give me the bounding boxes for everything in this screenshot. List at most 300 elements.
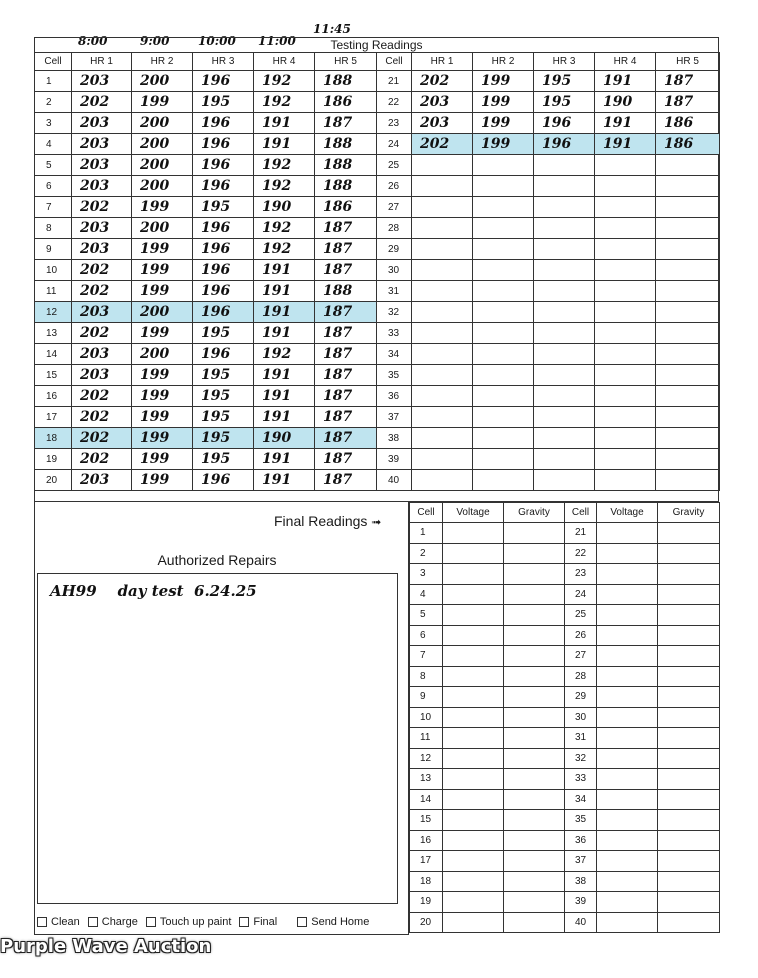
reading-value[interactable] [656,323,720,344]
reading-value[interactable]: 199 [132,92,193,113]
voltage-field[interactable] [443,789,504,810]
reading-value[interactable]: 191 [595,71,656,92]
gravity-field[interactable] [658,912,720,933]
checkbox-option[interactable] [88,916,138,928]
gravity-field[interactable] [504,666,565,687]
reading-value[interactable] [473,407,534,428]
reading-value[interactable]: 200 [132,155,193,176]
reading-value[interactable]: 199 [132,197,193,218]
reading-value[interactable] [656,386,720,407]
reading-value[interactable] [595,323,656,344]
reading-value[interactable]: 195 [193,92,254,113]
reading-value[interactable]: 191 [595,113,656,134]
reading-value[interactable] [595,281,656,302]
gravity-field[interactable] [504,564,565,585]
cell-number: 40 [377,470,412,491]
reading-value[interactable]: 187 [315,365,377,386]
reading-value[interactable] [412,386,473,407]
reading-value[interactable]: 187 [315,218,377,239]
voltage-field[interactable] [443,625,504,646]
reading-value[interactable] [656,470,720,491]
reading-value[interactable] [473,386,534,407]
reading-value[interactable]: 191 [254,260,315,281]
reading-value[interactable]: 190 [254,428,315,449]
voltage-field[interactable] [443,687,504,708]
reading-value[interactable]: 203 [412,92,473,113]
reading-value[interactable]: 195 [534,92,595,113]
gravity-field[interactable] [504,625,565,646]
reading-value[interactable]: 186 [656,113,720,134]
reading-value[interactable]: 200 [132,344,193,365]
gravity-field[interactable] [504,605,565,626]
reading-value[interactable]: 199 [132,470,193,491]
reading-value[interactable]: 203 [412,113,473,134]
reading-value[interactable] [534,365,595,386]
reading-value[interactable]: 196 [193,344,254,365]
reading-value[interactable]: 200 [132,134,193,155]
reading-value[interactable]: 196 [193,176,254,197]
reading-value[interactable]: 196 [193,260,254,281]
checkbox-option[interactable] [239,916,277,928]
reading-value[interactable] [595,365,656,386]
reading-value[interactable]: 187 [315,323,377,344]
voltage-field[interactable] [597,810,658,831]
reading-value[interactable] [656,281,720,302]
reading-value[interactable] [534,155,595,176]
reading-value[interactable]: 202 [72,449,132,470]
reading-value[interactable] [412,407,473,428]
reading-value[interactable]: 199 [132,260,193,281]
gravity-field[interactable] [504,523,565,544]
gravity-field[interactable] [658,605,720,626]
reading-value[interactable] [656,176,720,197]
reading-value[interactable]: 196 [193,239,254,260]
voltage-field[interactable] [597,851,658,872]
reading-value[interactable] [595,470,656,491]
checkbox-option[interactable] [146,916,232,928]
reading-value[interactable]: 192 [254,239,315,260]
reading-value[interactable] [656,365,720,386]
reading-value[interactable]: 202 [72,407,132,428]
reading-value[interactable]: 192 [254,92,315,113]
voltage-field[interactable] [597,523,658,544]
reading-value[interactable]: 199 [132,323,193,344]
voltage-field[interactable] [597,625,658,646]
gravity-field[interactable] [658,584,720,605]
voltage-field[interactable] [443,605,504,626]
gravity-field[interactable] [658,523,720,544]
voltage-field[interactable] [443,810,504,831]
voltage-field[interactable] [597,646,658,667]
reading-value[interactable] [595,344,656,365]
gravity-field[interactable] [658,625,720,646]
reading-value[interactable]: 196 [193,155,254,176]
reading-value[interactable]: 199 [132,239,193,260]
checkbox[interactable] [297,917,307,927]
reading-value[interactable]: 192 [254,71,315,92]
gravity-field[interactable] [504,892,565,913]
checkbox-option[interactable] [297,916,369,928]
reading-value[interactable]: 200 [132,71,193,92]
reading-value[interactable]: 196 [534,113,595,134]
cell-number: 21 [565,523,597,544]
reading-value[interactable]: 195 [193,365,254,386]
reading-value[interactable] [473,323,534,344]
reading-value[interactable]: 202 [412,71,473,92]
reading-value[interactable] [534,428,595,449]
reading-value[interactable] [656,218,720,239]
voltage-field[interactable] [597,769,658,790]
reading-value[interactable]: 196 [193,113,254,134]
voltage-field[interactable] [597,892,658,913]
reading-value[interactable]: 187 [315,113,377,134]
reading-value[interactable]: 196 [193,218,254,239]
reading-value[interactable]: 202 [72,428,132,449]
reading-value[interactable] [534,260,595,281]
reading-value[interactable] [534,281,595,302]
reading-value[interactable] [473,302,534,323]
reading-value[interactable] [534,386,595,407]
reading-value[interactable] [473,281,534,302]
reading-value[interactable]: 188 [315,134,377,155]
reading-value[interactable]: 187 [315,407,377,428]
reading-value[interactable]: 195 [193,323,254,344]
reading-value[interactable]: 187 [656,71,720,92]
gravity-field[interactable] [658,707,720,728]
reading-value[interactable]: 203 [72,470,132,491]
reading-value[interactable] [534,239,595,260]
reading-value[interactable] [595,218,656,239]
reading-value[interactable] [656,428,720,449]
reading-value[interactable]: 195 [193,428,254,449]
reading-value[interactable]: 199 [473,92,534,113]
reading-value[interactable] [473,176,534,197]
reading-value[interactable]: 191 [254,386,315,407]
reading-value[interactable]: 196 [193,470,254,491]
reading-value[interactable] [473,239,534,260]
reading-value[interactable]: 190 [595,92,656,113]
gravity-field[interactable] [504,871,565,892]
reading-value[interactable] [595,302,656,323]
reading-value[interactable] [656,239,720,260]
reading-value[interactable] [595,386,656,407]
checkbox-option[interactable] [37,916,80,928]
reading-value[interactable] [412,239,473,260]
reading-value[interactable]: 195 [193,386,254,407]
reading-value[interactable] [412,218,473,239]
reading-value[interactable] [534,323,595,344]
reading-value[interactable]: 195 [193,197,254,218]
reading-value[interactable]: 187 [315,302,377,323]
reading-value[interactable] [656,449,720,470]
reading-value[interactable] [473,260,534,281]
gravity-field[interactable] [658,687,720,708]
reading-value[interactable] [412,323,473,344]
reading-value[interactable]: 199 [473,134,534,155]
reading-value[interactable] [534,449,595,470]
gravity-field[interactable] [504,748,565,769]
reading-value[interactable]: 200 [132,302,193,323]
gravity-field[interactable] [504,707,565,728]
voltage-field[interactable] [597,687,658,708]
reading-value[interactable]: 203 [72,155,132,176]
checkbox[interactable] [88,917,98,927]
reading-value[interactable]: 191 [254,449,315,470]
cell-number: 27 [377,197,412,218]
reading-value[interactable]: 202 [72,197,132,218]
reading-value[interactable] [473,365,534,386]
reading-value[interactable]: 199 [473,71,534,92]
reading-value[interactable]: 202 [72,323,132,344]
reading-value[interactable] [656,155,720,176]
reading-value[interactable]: 186 [315,197,377,218]
reading-value[interactable]: 186 [656,134,720,155]
reading-value[interactable]: 191 [254,113,315,134]
voltage-field[interactable] [443,584,504,605]
gravity-field[interactable] [658,666,720,687]
reading-value[interactable] [412,176,473,197]
reading-value[interactable]: 192 [254,344,315,365]
reading-value[interactable] [473,344,534,365]
reading-value[interactable] [534,344,595,365]
reading-value[interactable]: 196 [193,134,254,155]
gravity-field[interactable] [658,892,720,913]
reading-value[interactable]: 187 [315,386,377,407]
right-arrow-icon: ➟ [371,515,382,529]
voltage-field[interactable] [443,543,504,564]
reading-value[interactable] [412,344,473,365]
gravity-field[interactable] [658,871,720,892]
reading-value[interactable] [656,344,720,365]
reading-value[interactable] [595,155,656,176]
voltage-field[interactable] [443,912,504,933]
reading-value[interactable]: 196 [193,281,254,302]
reading-value[interactable]: 191 [595,134,656,155]
reading-value[interactable] [534,197,595,218]
gravity-field[interactable] [658,851,720,872]
reading-value[interactable] [412,428,473,449]
checkbox[interactable] [146,917,156,927]
reading-value[interactable] [595,176,656,197]
reading-value[interactable] [473,155,534,176]
voltage-field[interactable] [597,830,658,851]
reading-value[interactable]: 202 [412,134,473,155]
voltage-field[interactable] [443,892,504,913]
reading-value[interactable]: 188 [315,281,377,302]
reading-value[interactable]: 187 [315,470,377,491]
reading-value[interactable]: 188 [315,176,377,197]
gravity-field[interactable] [504,851,565,872]
reading-value[interactable] [595,197,656,218]
reading-value[interactable] [412,260,473,281]
voltage-field[interactable] [597,564,658,585]
voltage-field[interactable] [597,605,658,626]
gravity-field[interactable] [658,769,720,790]
reading-value[interactable] [595,239,656,260]
voltage-field[interactable] [443,871,504,892]
reading-value[interactable]: 195 [534,71,595,92]
voltage-field[interactable] [597,748,658,769]
reading-value[interactable]: 199 [132,386,193,407]
reading-value[interactable]: 199 [132,428,193,449]
reading-value[interactable] [534,470,595,491]
reading-value[interactable]: 203 [72,218,132,239]
gravity-field[interactable] [658,789,720,810]
reading-value[interactable]: 200 [132,218,193,239]
reading-value[interactable]: 196 [534,134,595,155]
reading-value[interactable]: 187 [315,428,377,449]
reading-value[interactable]: 202 [72,260,132,281]
reading-value[interactable]: 195 [193,449,254,470]
reading-value[interactable] [595,428,656,449]
reading-value[interactable]: 202 [72,92,132,113]
reading-value[interactable] [656,197,720,218]
reading-value[interactable]: 202 [72,281,132,302]
gravity-field[interactable] [504,912,565,933]
reading-value[interactable] [595,407,656,428]
voltage-field[interactable] [597,543,658,564]
reading-value[interactable] [473,470,534,491]
reading-value[interactable] [473,449,534,470]
voltage-field[interactable] [443,666,504,687]
reading-value[interactable]: 196 [193,71,254,92]
reading-value[interactable]: 187 [656,92,720,113]
gravity-field[interactable] [658,543,720,564]
reading-value[interactable]: 203 [72,239,132,260]
reading-value[interactable] [412,302,473,323]
reading-value[interactable] [473,218,534,239]
gravity-field[interactable] [658,728,720,749]
voltage-field[interactable] [443,830,504,851]
reading-value[interactable]: 199 [132,449,193,470]
reading-value[interactable]: 196 [193,302,254,323]
reading-value[interactable]: 203 [72,365,132,386]
voltage-field[interactable] [597,912,658,933]
reading-value[interactable] [412,449,473,470]
reading-value[interactable]: 203 [72,71,132,92]
voltage-field[interactable] [597,707,658,728]
voltage-field[interactable] [597,871,658,892]
gravity-field[interactable] [658,810,720,831]
table-row [410,543,720,564]
reading-value[interactable]: 187 [315,260,377,281]
gravity-field[interactable] [504,646,565,667]
voltage-field[interactable] [597,789,658,810]
reading-value[interactable]: 186 [315,92,377,113]
voltage-field[interactable] [443,523,504,544]
reading-value[interactable]: 202 [72,386,132,407]
reading-value[interactable] [595,260,656,281]
reading-value[interactable]: 200 [132,113,193,134]
gravity-field[interactable] [658,830,720,851]
reading-value[interactable]: 191 [254,323,315,344]
reading-value[interactable] [412,365,473,386]
gravity-field[interactable] [658,646,720,667]
reading-value[interactable]: 187 [315,344,377,365]
voltage-field[interactable] [597,666,658,687]
reading-value[interactable]: 203 [72,176,132,197]
gravity-field[interactable] [658,564,720,585]
gravity-field[interactable] [504,584,565,605]
reading-value[interactable]: 187 [315,449,377,470]
voltage-field[interactable] [443,707,504,728]
reading-value[interactable] [656,302,720,323]
voltage-field[interactable] [443,851,504,872]
gravity-field[interactable] [504,830,565,851]
reading-value[interactable] [412,197,473,218]
gravity-field[interactable] [504,769,565,790]
cell-number: 4 [35,134,72,155]
reading-value[interactable]: 203 [72,344,132,365]
reading-value[interactable]: 191 [254,407,315,428]
voltage-field[interactable] [443,564,504,585]
reading-value[interactable]: 200 [132,176,193,197]
gravity-field[interactable] [504,543,565,564]
reading-value[interactable]: 191 [254,302,315,323]
voltage-field[interactable] [443,769,504,790]
reading-value[interactable]: 192 [254,218,315,239]
voltage-field[interactable] [443,728,504,749]
reading-value[interactable] [412,281,473,302]
reading-value[interactable]: 203 [72,113,132,134]
voltage-field[interactable] [597,584,658,605]
reading-value[interactable] [656,260,720,281]
reading-value[interactable]: 192 [254,176,315,197]
reading-value[interactable]: 195 [193,407,254,428]
reading-value[interactable]: 203 [72,302,132,323]
gravity-field[interactable] [658,748,720,769]
cell-number: 12 [410,748,443,769]
voltage-field[interactable] [443,748,504,769]
authorized-repairs-box[interactable] [37,573,398,904]
gravity-field[interactable] [504,687,565,708]
reading-value[interactable] [656,407,720,428]
reading-value[interactable] [412,470,473,491]
reading-value[interactable]: 191 [254,134,315,155]
reading-value[interactable] [412,155,473,176]
reading-value[interactable]: 199 [132,281,193,302]
reading-value[interactable]: 199 [473,113,534,134]
voltage-field[interactable] [443,646,504,667]
table-row [35,239,720,260]
gravity-field[interactable] [504,728,565,749]
voltage-field[interactable] [597,728,658,749]
reading-value[interactable]: 191 [254,365,315,386]
reading-value[interactable]: 203 [72,134,132,155]
reading-value[interactable]: 192 [254,155,315,176]
reading-value[interactable] [473,428,534,449]
reading-value[interactable] [595,449,656,470]
reading-value[interactable]: 190 [254,197,315,218]
reading-value[interactable] [534,302,595,323]
reading-value[interactable] [473,197,534,218]
reading-value[interactable]: 191 [254,281,315,302]
checkbox[interactable] [37,917,47,927]
checkbox[interactable] [239,917,249,927]
reading-value[interactable]: 187 [315,239,377,260]
reading-value[interactable] [534,176,595,197]
reading-value[interactable]: 199 [132,365,193,386]
gravity-field[interactable] [504,810,565,831]
cell-number: 38 [377,428,412,449]
gravity-field[interactable] [504,789,565,810]
reading-value[interactable]: 188 [315,71,377,92]
reading-value[interactable] [534,407,595,428]
reading-value[interactable] [534,218,595,239]
reading-value[interactable]: 191 [254,470,315,491]
reading-value[interactable]: 199 [132,407,193,428]
reading-value[interactable]: 188 [315,155,377,176]
